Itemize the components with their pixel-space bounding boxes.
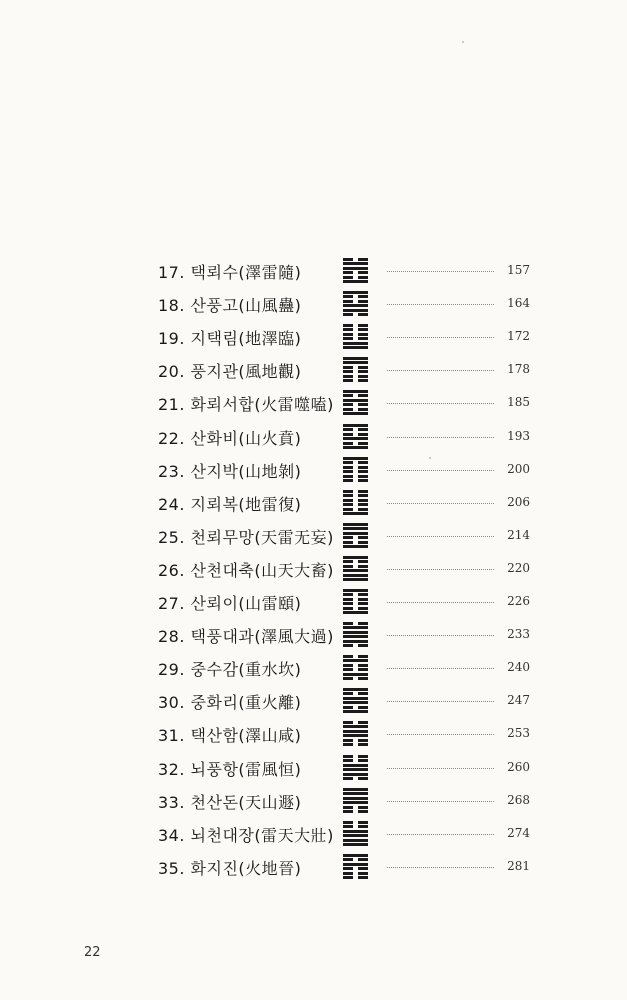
yin-line — [343, 375, 368, 378]
yin-line — [343, 872, 368, 875]
entry-page: 164 — [507, 296, 530, 310]
yin-line — [343, 706, 368, 709]
yang-line — [343, 523, 368, 526]
yin-line — [343, 644, 368, 647]
yin-line — [343, 602, 368, 605]
yang-line — [343, 631, 368, 634]
yin-line — [343, 755, 368, 758]
entry-page: 233 — [507, 627, 530, 641]
yang-line — [343, 673, 368, 676]
yin-line — [343, 276, 368, 279]
dot-leader — [387, 503, 494, 504]
yang-line — [343, 640, 368, 643]
yin-line — [343, 858, 368, 861]
yang-line — [343, 843, 368, 846]
entry-page: 200 — [507, 462, 530, 476]
entry-title: 31. 택산함(澤山咸) — [158, 726, 302, 745]
entry-page: 274 — [507, 826, 530, 840]
hexagram-icon — [343, 821, 368, 847]
toc-entry[interactable] — [0, 357, 627, 383]
yang-line — [343, 390, 368, 393]
yang-line — [343, 830, 368, 833]
yin-line — [343, 655, 368, 658]
yin-line — [343, 739, 368, 742]
dot-leader — [387, 437, 494, 438]
yang-line — [343, 342, 368, 345]
yang-line — [343, 854, 368, 857]
yin-line — [343, 433, 368, 436]
dot-leader — [387, 304, 494, 305]
yang-line — [343, 710, 368, 713]
yin-line — [343, 593, 368, 596]
entry-page: 220 — [507, 561, 530, 575]
toc-entry[interactable] — [0, 490, 627, 516]
dot-leader — [387, 867, 494, 868]
yang-line — [343, 589, 368, 592]
yin-line — [343, 333, 368, 336]
toc-entry[interactable] — [0, 589, 627, 615]
yang-line — [343, 527, 368, 530]
yang-line — [343, 659, 368, 662]
yin-line — [343, 475, 368, 478]
hexagram-icon — [343, 788, 368, 814]
entry-page: 260 — [507, 760, 530, 774]
yin-line — [343, 442, 368, 445]
yin-line — [343, 503, 368, 506]
hexagram-icon — [343, 390, 368, 416]
yin-line — [343, 370, 368, 373]
yang-line — [343, 863, 368, 866]
yin-line — [343, 777, 368, 780]
yin-line — [343, 536, 368, 539]
entry-title: 27. 산뢰이(山雷頤) — [158, 594, 302, 613]
entry-title: 24. 지뢰복(地雷復) — [158, 495, 302, 514]
dot-leader — [387, 668, 494, 669]
dot-leader — [387, 370, 494, 371]
yang-line — [343, 574, 368, 577]
yang-line — [343, 834, 368, 837]
yang-line — [343, 532, 368, 535]
hexagram-icon — [343, 424, 368, 450]
hexagram-icon — [343, 357, 368, 383]
dot-leader — [387, 801, 494, 802]
hexagram-icon — [343, 622, 368, 648]
hexagram-icon — [343, 589, 368, 615]
yang-line — [343, 734, 368, 737]
toc-entry[interactable] — [0, 258, 627, 284]
yang-line — [343, 399, 368, 402]
yang-line — [343, 792, 368, 795]
entry-title: 32. 뇌풍항(雷風恒) — [158, 760, 302, 779]
entry-title: 34. 뇌천대장(雷天大壯) — [158, 826, 334, 845]
yin-line — [343, 565, 368, 568]
entry-title: 30. 중화리(重火離) — [158, 693, 302, 712]
entry-page: 206 — [507, 495, 530, 509]
toc-entry[interactable] — [0, 324, 627, 350]
toc-entry[interactable] — [0, 291, 627, 317]
yin-line — [343, 337, 368, 340]
toc-entry[interactable] — [0, 622, 627, 648]
yang-line — [343, 291, 368, 294]
toc-entry[interactable] — [0, 457, 627, 483]
yin-line — [343, 664, 368, 667]
yang-line — [343, 626, 368, 629]
entry-page: 253 — [507, 726, 530, 740]
dot-leader — [387, 536, 494, 537]
toc-entry[interactable] — [0, 523, 627, 549]
yang-line — [343, 267, 368, 270]
toc-entry[interactable] — [0, 788, 627, 814]
dot-leader — [387, 403, 494, 404]
hexagram-icon — [343, 291, 368, 317]
yang-line — [343, 346, 368, 349]
yin-line — [343, 867, 368, 870]
entry-title: 17. 택뢰수(澤雷隨) — [158, 263, 302, 282]
entry-page: 247 — [507, 693, 530, 707]
entry-title: 21. 화뢰서합(火雷噬嗑) — [158, 395, 334, 414]
yin-line — [343, 541, 368, 544]
toc-entry[interactable] — [0, 721, 627, 747]
yang-line — [343, 412, 368, 415]
yin-line — [343, 379, 368, 382]
dot-leader — [387, 635, 494, 636]
yin-line — [343, 821, 368, 824]
yang-line — [343, 697, 368, 700]
entry-page: 193 — [507, 429, 530, 443]
entry-page: 268 — [507, 793, 530, 807]
yin-line — [343, 328, 368, 331]
yang-line — [343, 556, 368, 559]
yang-line — [343, 768, 368, 771]
yin-line — [343, 428, 368, 431]
hexagram-icon — [343, 556, 368, 582]
yin-line — [343, 490, 368, 493]
yang-line — [343, 304, 368, 307]
yang-line — [343, 788, 368, 791]
yin-line — [343, 466, 368, 469]
yin-line — [343, 622, 368, 625]
hexagram-icon — [343, 457, 368, 483]
hexagram-icon — [343, 688, 368, 714]
yin-line — [343, 470, 368, 473]
hexagram-icon — [343, 523, 368, 549]
yin-line — [343, 258, 368, 261]
yin-line — [343, 479, 368, 482]
yang-line — [343, 764, 368, 767]
entry-page: 178 — [507, 362, 530, 376]
dot-leader — [387, 734, 494, 735]
yin-line — [343, 461, 368, 464]
yang-line — [343, 569, 368, 572]
yang-line — [343, 457, 368, 460]
hexagram-icon — [343, 490, 368, 516]
dot-leader — [387, 768, 494, 769]
yin-line — [343, 295, 368, 298]
dot-leader — [387, 569, 494, 570]
yang-line — [343, 611, 368, 614]
toc-entry[interactable] — [0, 688, 627, 714]
yin-line — [343, 560, 368, 563]
yang-line — [343, 839, 368, 842]
yang-line — [343, 280, 368, 283]
dot-leader — [387, 834, 494, 835]
yin-line — [343, 499, 368, 502]
hexagram-icon — [343, 854, 368, 880]
entry-title: 22. 산화비(山火賁) — [158, 429, 302, 448]
entry-page: 281 — [507, 859, 530, 873]
entry-page: 172 — [507, 329, 530, 343]
yang-line — [343, 725, 368, 728]
yin-line — [343, 598, 368, 601]
yin-line — [343, 876, 368, 879]
dot-leader — [387, 602, 494, 603]
toc-entry[interactable] — [0, 755, 627, 781]
toc-entry[interactable] — [0, 556, 627, 582]
toc-entry[interactable] — [0, 821, 627, 847]
entry-page: 226 — [507, 594, 530, 608]
yang-line — [343, 361, 368, 364]
entry-page: 157 — [507, 263, 530, 277]
yang-line — [343, 262, 368, 265]
yang-line — [343, 309, 368, 312]
yin-line — [343, 677, 368, 680]
yang-line — [343, 635, 368, 638]
entry-title: 18. 산풍고(山風蠱) — [158, 296, 302, 315]
entry-title: 28. 택풍대과(澤風大過) — [158, 627, 334, 646]
entry-page: 240 — [507, 660, 530, 674]
entry-title: 29. 중수감(重水坎) — [158, 660, 302, 679]
yin-line — [343, 394, 368, 397]
hexagram-icon — [343, 721, 368, 747]
yang-line — [343, 797, 368, 800]
entry-title: 20. 풍지관(風地觀) — [158, 362, 302, 381]
entry-title: 23. 산지박(山地剝) — [158, 462, 302, 481]
yang-line — [343, 446, 368, 449]
yin-line — [343, 607, 368, 610]
dot-leader — [387, 701, 494, 702]
yin-line — [343, 743, 368, 746]
yin-line — [343, 403, 368, 406]
yang-line — [343, 424, 368, 427]
yin-line — [343, 494, 368, 497]
yin-line — [343, 508, 368, 511]
entry-title: 26. 산천대축(山天大畜) — [158, 561, 334, 580]
yang-line — [343, 773, 368, 776]
hexagram-icon — [343, 655, 368, 681]
paper-speck — [429, 457, 431, 459]
yin-line — [343, 271, 368, 274]
entry-title: 33. 천산돈(天山遯) — [158, 793, 302, 812]
dot-leader — [387, 470, 494, 471]
yang-line — [343, 701, 368, 704]
hexagram-icon — [343, 324, 368, 350]
yin-line — [343, 806, 368, 809]
yang-line — [343, 437, 368, 440]
yin-line — [343, 692, 368, 695]
yang-line — [343, 730, 368, 733]
yin-line — [343, 759, 368, 762]
toc-entry[interactable] — [0, 655, 627, 681]
yin-line — [343, 313, 368, 316]
yin-line — [343, 300, 368, 303]
yang-line — [343, 512, 368, 515]
hexagram-icon — [343, 755, 368, 781]
dot-leader — [387, 337, 494, 338]
yin-line — [343, 366, 368, 369]
toc-entry[interactable] — [0, 424, 627, 450]
hexagram-icon — [343, 258, 368, 284]
entry-page: 214 — [507, 528, 530, 542]
toc-entry[interactable] — [0, 390, 627, 416]
yin-line — [343, 668, 368, 671]
entry-title: 25. 천뢰무망(天雷无妄) — [158, 528, 334, 547]
yang-line — [343, 357, 368, 360]
toc-entry[interactable] — [0, 854, 627, 880]
yin-line — [343, 408, 368, 411]
yin-line — [343, 324, 368, 327]
yang-line — [343, 545, 368, 548]
dot-leader — [387, 271, 494, 272]
yin-line — [343, 721, 368, 724]
entry-page: 185 — [507, 395, 530, 409]
page-number: 22 — [84, 945, 101, 960]
paper-speck — [462, 41, 464, 43]
yang-line — [343, 578, 368, 581]
entry-title: 35. 화지진(火地晉) — [158, 859, 302, 878]
yang-line — [343, 688, 368, 691]
yin-line — [343, 825, 368, 828]
yin-line — [343, 810, 368, 813]
yang-line — [343, 801, 368, 804]
entry-title: 19. 지택림(地澤臨) — [158, 329, 302, 348]
